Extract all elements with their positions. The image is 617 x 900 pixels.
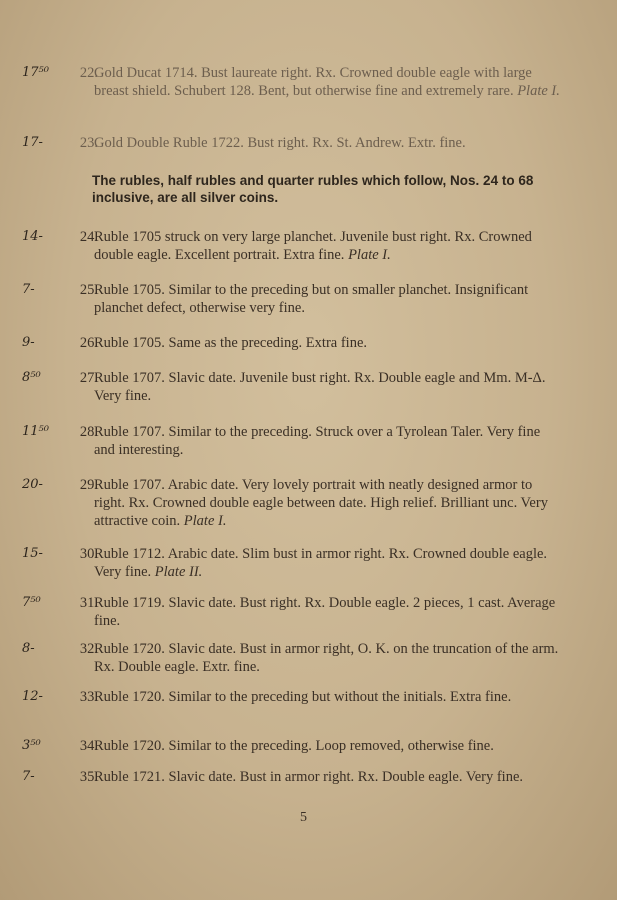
lot-number: 32. [79,641,98,657]
plate-reference: Plate II. [154,564,203,580]
price-annotation: 11⁵⁰ [22,424,49,439]
plate-reference: Plate I. [517,83,560,99]
catalog-entry-23 [20,134,560,152]
lot-number: 31. [79,595,98,611]
lot-number: 27. [79,370,98,386]
lot-number: 33. [79,689,98,705]
plate-reference: Plate I. [348,247,391,263]
lot-description: Ruble 1707. Arabic date. Very lovely portrait with neatly designed armor to right. Rx. Crowned double eagle between date. High relief. Brilliant unc. Very attractive coin. Plate I. [94,477,548,529]
lot-number: 28. [79,424,98,440]
lot-number: 22. [79,65,98,81]
price-annotation: 3⁵⁰ [22,738,41,753]
price-annotation: 15- [22,546,43,561]
lot-description: Ruble 1707. Similar to the preceding. Struck over a Tyrolean Taler. Very fine and interesting. [94,424,541,458]
price-annotation: 7- [22,282,35,297]
catalog-entry-22 [20,64,560,100]
lot-number: 25. [79,282,98,298]
price-annotation: 17⁵⁰ [22,65,49,80]
plate-reference: Plate I. [183,513,227,529]
price-annotation: 9- [22,335,35,350]
silver-coins-note: The rubles, half rubles and quarter rubles which follow, Nos. 24 to 68 inclusive, are all silver coins. [92,173,534,205]
lot-number: 34. [79,738,98,754]
catalog-entry-32 [20,640,560,676]
catalog-entry-34 [20,737,560,755]
price-annotation: 8- [22,641,35,656]
lot-number: 29. [79,477,98,493]
lot-description: Gold Double Ruble 1722. Bust right. Rx. St. Andrew. Extr. fine. [94,135,466,151]
catalog-entry-24 [20,228,560,264]
lot-number: 30. [79,546,98,562]
catalog-entry-26 [20,334,560,352]
catalog-entry-25 [20,281,560,317]
price-annotation: 8⁵⁰ [22,370,41,385]
catalog-entry-35 [20,768,560,786]
lot-description: Ruble 1705 struck on very large planchet. Juvenile bust right. Rx. Crowned double eagle. Excellent portrait. Extra fine. Plate I. [94,229,532,263]
lot-description: Ruble 1720. Slavic date. Bust in armor right, O. K. on the truncation of the arm. Rx. Double eagle. Extr. fine. [94,641,559,675]
catalog-entry-30 [20,545,560,581]
price-annotation: 14- [22,229,43,244]
lot-number: 35. [79,769,98,785]
lot-description: Ruble 1712. Arabic date. Slim bust in armor right. Rx. Crowned double eagle. Very fine. Plate II. [94,546,548,580]
price-annotation: 12- [22,689,43,704]
lot-description: Ruble 1705. Similar to the preceding but on smaller planchet. Insignificant planchet defect, otherwise very fine. [94,282,529,316]
lot-description: Ruble 1721. Slavic date. Bust in armor right. Rx. Double eagle. Very fine. [94,769,524,785]
catalog-entry-33 [20,688,560,706]
page-number: 5 [300,810,307,825]
price-annotation: 7⁵⁰ [22,595,41,610]
catalog-entry-31 [20,594,560,630]
price-annotation: 20- [22,477,43,492]
catalog-entry-28 [20,423,560,459]
price-annotation: 17- [22,135,43,150]
lot-description: Ruble 1705. Same as the preceding. Extra fine. [94,335,368,351]
lot-number: 26. [79,335,98,351]
lot-description: Gold Ducat 1714. Bust laureate right. Rx. Crowned double eagle with large breast shield. Schubert 128. Bent, but otherwise fine and extremely rare. Plate I. [94,65,560,99]
lot-description: Ruble 1707. Slavic date. Juvenile bust right. Rx. Double eagle and Mm. M-Δ. Very fine. [94,370,546,404]
lot-number: 24. [79,229,98,245]
catalog-entry-27 [20,369,560,405]
lot-description: Ruble 1719. Slavic date. Bust right. Rx. Double eagle. 2 pieces, 1 cast. Average fine. [94,595,556,629]
price-annotation: 7- [22,769,35,784]
lot-description: Ruble 1720. Similar to the preceding. Loop removed, otherwise fine. [94,738,494,754]
lot-description: Ruble 1720. Similar to the preceding but without the initials. Extra fine. [94,689,512,705]
catalog-entry-29 [20,476,560,530]
lot-number: 23. [79,135,98,151]
